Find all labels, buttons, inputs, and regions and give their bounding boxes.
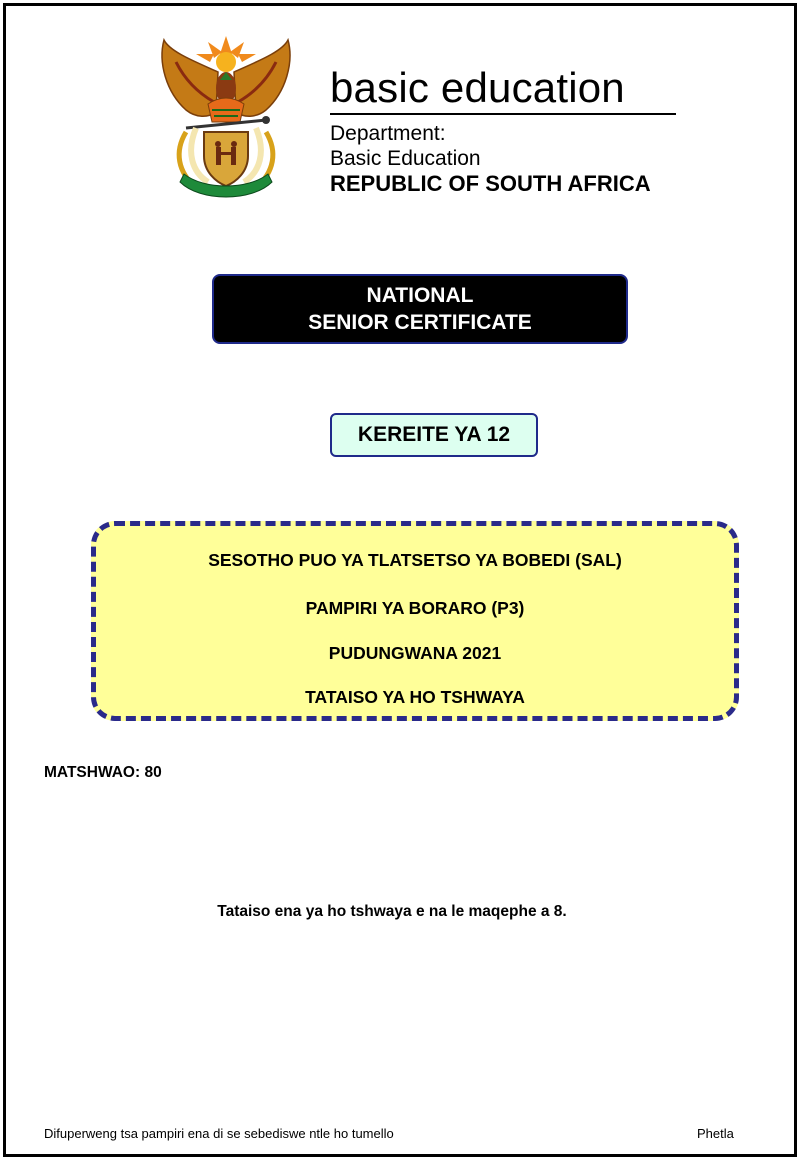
exam-session: PUDUNGWANA 2021 xyxy=(328,643,502,663)
certificate-line-2: SENIOR CERTIFICATE xyxy=(308,311,532,334)
brand-title: basic education xyxy=(330,64,625,111)
document-type: TATAISO YA HO TSHWAYA xyxy=(305,687,525,707)
subject-panel xyxy=(91,521,739,721)
copyright-notice: Difuperweng tsa pampiri ena di se sebediswe ntle ho tumello xyxy=(44,1126,394,1141)
grade-label: KEREITE YA 12 xyxy=(357,423,511,446)
department-name: Basic Education xyxy=(330,147,481,170)
certificate-banner xyxy=(212,274,628,344)
coat-of-arms-icon xyxy=(156,32,296,208)
turn-over-label: Phetla xyxy=(697,1126,734,1141)
brand-underline xyxy=(330,113,676,115)
department-label: Department: xyxy=(330,122,446,145)
grade-badge xyxy=(330,413,538,457)
page-count-note: Tataiso ena ya ho tshwaya e na le maqephe a 8. xyxy=(217,903,567,920)
paper-number: PAMPIRI YA BORARO (P3) xyxy=(305,598,525,618)
certificate-line-1: NATIONAL xyxy=(366,284,474,307)
country-name: REPUBLIC OF SOUTH AFRICA xyxy=(330,171,651,196)
total-marks: MATSHWAO: 80 xyxy=(44,764,162,781)
subject-name: SESOTHO PUO YA TLATSETSO YA BOBEDI (SAL) xyxy=(208,550,622,570)
